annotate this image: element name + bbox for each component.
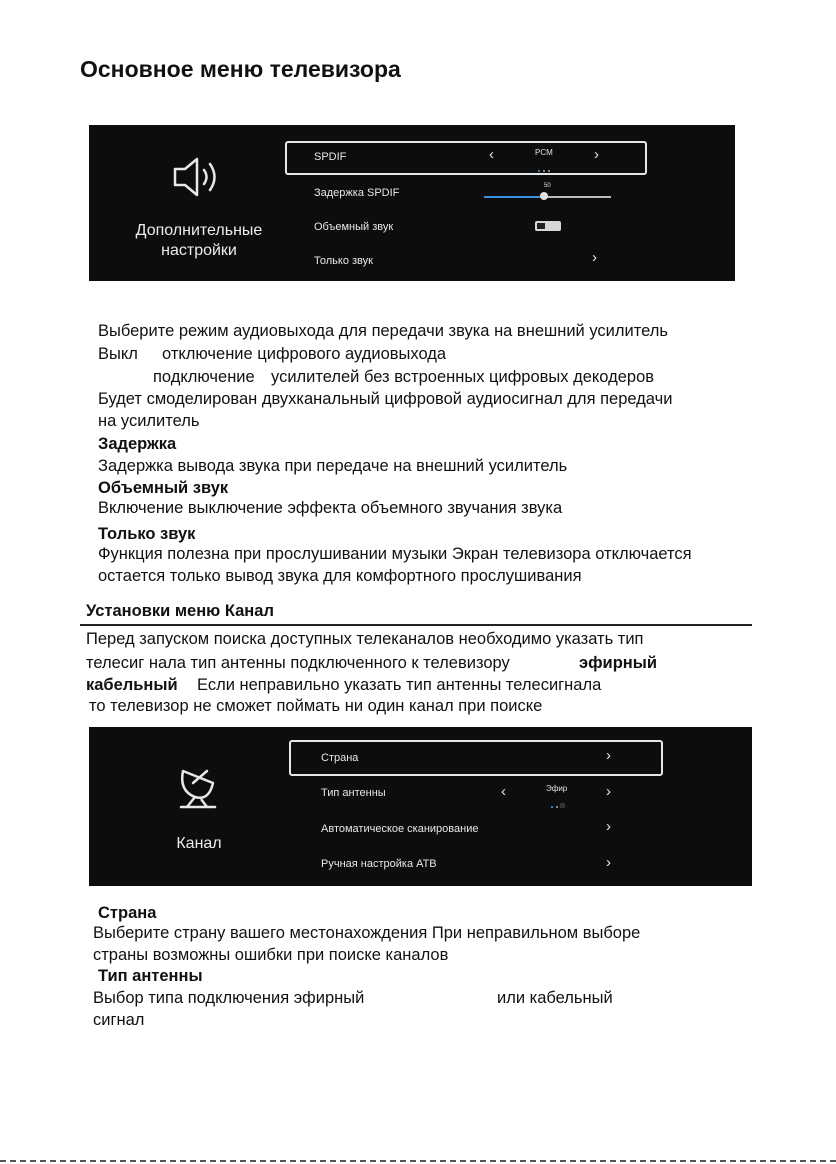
subheading: Страна bbox=[98, 904, 157, 922]
chevron-right-icon[interactable]: › bbox=[606, 783, 611, 800]
subheading: Объемный звук bbox=[98, 479, 229, 497]
menu-row-label: Страна bbox=[321, 752, 359, 764]
menu-row-label: Ручная настройка АТВ bbox=[321, 858, 437, 870]
page-title: Основное меню телевизора bbox=[80, 56, 401, 82]
chevron-right-icon[interactable]: › bbox=[606, 854, 611, 871]
text-line: отключение цифрового аудиовыхода bbox=[162, 345, 447, 363]
tv-menu-panel-sound bbox=[89, 125, 735, 281]
text-line: Выберите режим аудиовыхода для передачи звука на внешний усилитель bbox=[98, 322, 668, 340]
spdif-delay-slider[interactable] bbox=[484, 196, 611, 198]
slider-value: 50 bbox=[544, 183, 551, 189]
text-line: Выберите страну вашего местонахождения При неправильном выборе bbox=[93, 924, 641, 942]
text-line: Выбор типа подключения эфирный bbox=[93, 989, 365, 1007]
text-line: Включение выключение эффекта объемного звучания звука bbox=[98, 499, 563, 517]
chevron-right-icon[interactable]: › bbox=[594, 146, 599, 163]
text-line: страны возможны ошибки при поиске каналов bbox=[93, 946, 449, 964]
section-divider bbox=[80, 624, 752, 626]
text-line: или кабельный bbox=[497, 989, 613, 1007]
menu-row-label: Задержка SPDIF bbox=[314, 187, 400, 199]
side-title-line1: Дополнительные bbox=[135, 222, 263, 239]
text-line-bold: кабельный bbox=[86, 676, 178, 694]
text-line: то телевизор не сможет поймать ни один канал при поиске bbox=[89, 697, 543, 715]
menu-row-label: Автоматическое сканирование bbox=[321, 823, 479, 835]
text-line: телесиг нала тип антенны подключенного к телевизору bbox=[86, 654, 510, 672]
side-title-line2: настройки bbox=[161, 242, 237, 259]
text-line: Функция полезна при прослушивании музыки Экран телевизора отключается bbox=[98, 545, 692, 563]
speaker-icon bbox=[169, 155, 229, 199]
antenna-value: Эфир bbox=[546, 784, 568, 793]
tv-menu-panel-channel bbox=[89, 727, 752, 886]
slider-knob[interactable] bbox=[540, 192, 548, 200]
satellite-dish-icon bbox=[173, 761, 225, 813]
page-bottom-edge bbox=[0, 1160, 836, 1162]
text-line-bold: эфирный bbox=[579, 654, 657, 672]
panel-side-title: Канал bbox=[176, 835, 222, 852]
slider-fill bbox=[484, 196, 544, 198]
subheading: Задержка bbox=[98, 435, 177, 453]
chevron-right-icon[interactable]: › bbox=[606, 747, 611, 764]
text-line: Перед запуском поиска доступных телеканалов необходимо указать тип bbox=[86, 630, 644, 648]
chevron-left-icon[interactable]: ‹ bbox=[489, 146, 494, 163]
menu-row-label: SPDIF bbox=[314, 151, 347, 163]
spdif-value: PCM bbox=[535, 148, 553, 157]
text-line: остается только вывод звука для комфортного прослушивания bbox=[98, 567, 582, 585]
text-line: Будет смоделирован двухканальный цифровой аудиосигнал для передачи bbox=[98, 390, 673, 408]
text-line: Задержка вывода звука при передаче на внешний усилитель bbox=[98, 457, 568, 475]
option-dots bbox=[538, 159, 556, 162]
text-line: подключение bbox=[153, 368, 255, 386]
menu-row-label: Тип антенны bbox=[321, 787, 386, 799]
panel-side-title bbox=[119, 221, 279, 261]
chevron-left-icon[interactable]: ‹ bbox=[501, 783, 506, 800]
menu-row-label: Объемный звук bbox=[314, 221, 394, 233]
text-line: усилителей без встроенных цифровых декодеров bbox=[271, 368, 655, 386]
chevron-right-icon[interactable]: › bbox=[592, 249, 597, 266]
text-line: Выкл bbox=[98, 345, 138, 363]
text-line: на усилитель bbox=[98, 412, 200, 430]
subheading: Тип антенны bbox=[98, 967, 203, 985]
surround-toggle[interactable] bbox=[535, 221, 561, 231]
subheading: Только звук bbox=[98, 525, 196, 543]
toggle-knob bbox=[537, 223, 545, 229]
menu-row-label: Только звук bbox=[314, 255, 373, 267]
option-dots bbox=[551, 795, 571, 801]
chevron-right-icon[interactable]: › bbox=[606, 818, 611, 835]
text-line: Если неправильно указать тип антенны телесигнала bbox=[197, 676, 602, 694]
text-line: сигнал bbox=[93, 1011, 145, 1029]
section-heading: Установки меню Канал bbox=[86, 602, 274, 620]
